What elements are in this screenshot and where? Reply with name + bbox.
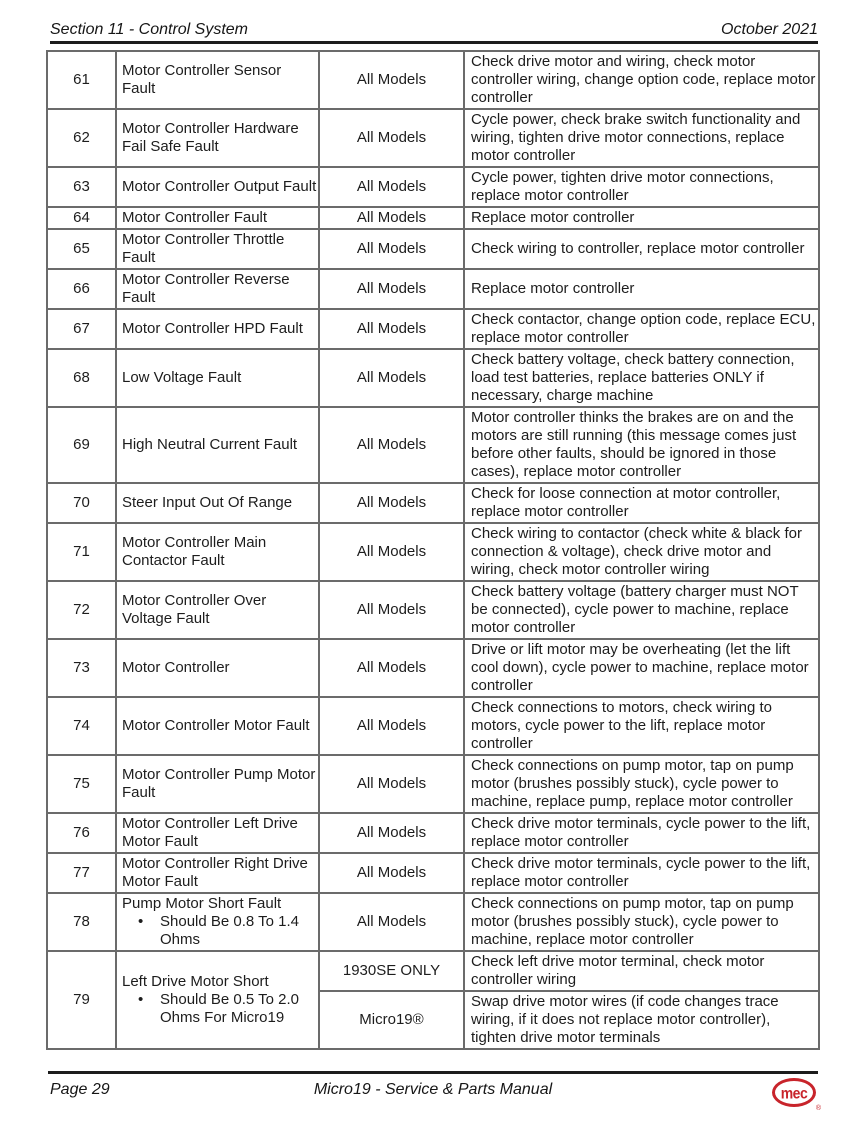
bullet-text: Should Be 0.5 To 2.0 Ohms For Micro19 [160, 991, 299, 1026]
models-cell: All Models [319, 349, 464, 407]
table-row-73 [47, 639, 819, 697]
fault-code-cell: 64 [47, 207, 116, 229]
table-row-70 [47, 483, 819, 523]
fault-code-cell: 70 [47, 483, 116, 523]
fault-name-cell [116, 51, 319, 109]
table-row-67 [47, 309, 819, 349]
remedy-cell: Drive or lift motor may be overheating (let the lift cool down), cycle power to machine, replace motor controller [464, 639, 819, 697]
page-footer [48, 1071, 821, 1115]
remedy-cell: Replace motor controller [464, 269, 819, 309]
models-cell: All Models [319, 51, 464, 109]
remedy-cell: Check left drive motor terminal, check motor controller wiring [464, 951, 819, 991]
fault-name-cell [116, 755, 319, 813]
models-cell: All Models [319, 755, 464, 813]
remedy-cell: Check battery voltage, check battery connection, load test batteries, replace batteries ONLY if necessary, charge machine [464, 349, 819, 407]
models-cell: 1930SE ONLY [319, 951, 464, 991]
models-cell: All Models [319, 523, 464, 581]
fault-code-cell: 66 [47, 269, 116, 309]
remedy-cell: Check drive motor and wiring, check motor controller wiring, change option code, replace motor controller [464, 51, 819, 109]
fault-name: Motor Controller HPD Fault [122, 320, 303, 337]
remedy-cell: Motor controller thinks the brakes are on and the motors are still running (this message comes just before other faults, should be ignored in those cases), replace motor controller [464, 407, 819, 483]
fault-name-cell [116, 229, 319, 269]
fault-name: Motor Controller Output Fault [122, 178, 317, 195]
models-cell: All Models [319, 697, 464, 755]
fault-code-cell: 62 [47, 109, 116, 167]
remedy-cell: Check contactor, change option code, replace ECU, replace motor controller [464, 309, 819, 349]
fault-name-cell [116, 893, 319, 951]
models-cell: All Models [319, 407, 464, 483]
table-row-74 [47, 697, 819, 755]
bullet-icon: • [138, 913, 144, 930]
bullet-text: Should Be 0.8 To 1.4 Ohms [160, 913, 299, 948]
bullet-icon: • [138, 991, 144, 1008]
fault-code-cell: 75 [47, 755, 116, 813]
fault-name-cell [116, 407, 319, 483]
remedy-cell: Check wiring to controller, replace motor controller [464, 229, 819, 269]
fault-name: Motor Controller Right Drive Motor Fault [122, 855, 308, 890]
fault-bullet-row [122, 913, 318, 949]
fault-code-cell: 68 [47, 349, 116, 407]
fault-name-cell [116, 523, 319, 581]
table-row-72 [47, 581, 819, 639]
fault-name: Motor Controller Left Drive Motor Fault [122, 815, 298, 850]
registered-trademark-icon: ® [815, 1105, 821, 1112]
mec-logo [772, 1078, 821, 1112]
models-cell: All Models [319, 483, 464, 523]
table-row-69 [47, 407, 819, 483]
fault-name: Motor Controller [122, 659, 230, 676]
remedy-cell: Check wiring to contactor (check white & black for connection & voltage), check drive motor and wiring, check motor controller wiring [464, 523, 819, 581]
fault-name: Motor Controller Pump Motor Fault [122, 766, 316, 801]
fault-name-cell [116, 309, 319, 349]
remedy-cell: Cycle power, check brake switch functionality and wiring, tighten drive motor connections, replace motor controller [464, 109, 819, 167]
fault-name: Motor Controller Fault [122, 209, 268, 226]
table-row-62 [47, 109, 819, 167]
remedy-cell: Check connections to motors, check wiring to motors, cycle power to the lift, replace motor controller [464, 697, 819, 755]
remedy-cell: Cycle power, tighten drive motor connections, replace motor controller [464, 167, 819, 207]
fault-code-cell: 63 [47, 167, 116, 207]
models-cell: All Models [319, 167, 464, 207]
table-row-68 [47, 349, 819, 407]
table-row-64 [47, 207, 819, 229]
fault-code-cell: 74 [47, 697, 116, 755]
fault-name-cell [116, 483, 319, 523]
fault-name-cell [116, 853, 319, 893]
table-row-65 [47, 229, 819, 269]
models-cell: All Models [319, 581, 464, 639]
remedy-cell: Replace motor controller [464, 207, 819, 229]
remedy-cell: Swap drive motor wires (if code changes trace wiring, if it does not replace motor controller), tighten drive motor terminals [464, 991, 819, 1049]
fault-name: Motor Controller Sensor Fault [122, 62, 282, 97]
fault-name: Pump Motor Short Fault [122, 895, 282, 912]
fault-name: Motor Controller Throttle Fault [122, 231, 285, 266]
models-cell: All Models [319, 207, 464, 229]
fault-name-cell [116, 639, 319, 697]
models-cell: All Models [319, 309, 464, 349]
fault-name: Steer Input Out Of Range [122, 494, 293, 511]
table-row-77 [47, 853, 819, 893]
fault-name-cell [116, 207, 319, 229]
models-cell: All Models [319, 813, 464, 853]
remedy-cell: Check connections on pump motor, tap on pump motor (brushes possibly stuck), cycle power to machine, replace motor controller [464, 893, 819, 951]
header-section-title: Section 11 - Control System [50, 21, 249, 38]
fault-table-body [47, 51, 819, 1049]
fault-name: Motor Controller Main Contactor Fault [122, 534, 267, 569]
fault-code-cell: 76 [47, 813, 116, 853]
fault-name: Motor Controller Reverse Fault [122, 271, 290, 306]
remedy-cell: Check connections on pump motor, tap on pump motor (brushes possibly stuck), cycle power to machine, replace pump, replace motor controller [464, 755, 819, 813]
fault-code-cell: 73 [47, 639, 116, 697]
fault-code-cell: 71 [47, 523, 116, 581]
table-row-75 [47, 755, 819, 813]
models-cell: All Models [319, 109, 464, 167]
fault-name-cell [116, 269, 319, 309]
models-cell: All Models [319, 229, 464, 269]
footer-manual-title: Micro19 - Service & Parts Manual [313, 1081, 553, 1098]
fault-name-cell [116, 349, 319, 407]
page-header [50, 20, 818, 44]
remedy-cell: Check for loose connection at motor controller, replace motor controller [464, 483, 819, 523]
table-row-61 [47, 51, 819, 109]
remedy-cell: Check battery voltage (battery charger must NOT be connected), cycle power to machine, replace motor controller [464, 581, 819, 639]
fault-name-cell [116, 951, 319, 1049]
table-row-78 [47, 893, 819, 951]
table-row-79-1 [47, 951, 819, 991]
fault-name: High Neutral Current Fault [122, 436, 298, 453]
remedy-cell: Check drive motor terminals, cycle power to the lift, replace motor controller [464, 853, 819, 893]
models-cell: All Models [319, 639, 464, 697]
models-cell: All Models [319, 853, 464, 893]
mec-logo-text: mec [780, 1083, 808, 1102]
fault-name-cell [116, 697, 319, 755]
fault-name-cell [116, 109, 319, 167]
fault-code-cell: 69 [47, 407, 116, 483]
fault-name-cell [116, 581, 319, 639]
fault-code-cell: 67 [47, 309, 116, 349]
fault-name: Motor Controller Hardware Fail Safe Fault [122, 120, 299, 155]
models-cell: Micro19® [319, 991, 464, 1049]
fault-name: Left Drive Motor Short [122, 973, 269, 990]
fault-code-cell: 78 [47, 893, 116, 951]
table-row-71 [47, 523, 819, 581]
fault-bullet-row [122, 991, 318, 1027]
fault-code-cell: 61 [47, 51, 116, 109]
table-row-63 [47, 167, 819, 207]
fault-code-cell: 77 [47, 853, 116, 893]
table-row-76 [47, 813, 819, 853]
fault-name: Motor Controller Motor Fault [122, 717, 310, 734]
fault-code-table [46, 50, 820, 1050]
mec-logo-oval-icon [772, 1078, 816, 1107]
fault-name-cell [116, 813, 319, 853]
models-cell: All Models [319, 269, 464, 309]
footer-page-number: Page 29 [50, 1081, 110, 1098]
remedy-cell: Check drive motor terminals, cycle power to the lift, replace motor controller [464, 813, 819, 853]
models-cell: All Models [319, 893, 464, 951]
fault-code-cell: 72 [47, 581, 116, 639]
table-row-66 [47, 269, 819, 309]
fault-name: Motor Controller Over Voltage Fault [122, 592, 267, 627]
header-date: October 2021 [721, 21, 818, 38]
fault-code-cell: 65 [47, 229, 116, 269]
fault-code-cell: 79 [47, 951, 116, 1049]
fault-name-cell [116, 167, 319, 207]
fault-name: Low Voltage Fault [122, 369, 242, 386]
